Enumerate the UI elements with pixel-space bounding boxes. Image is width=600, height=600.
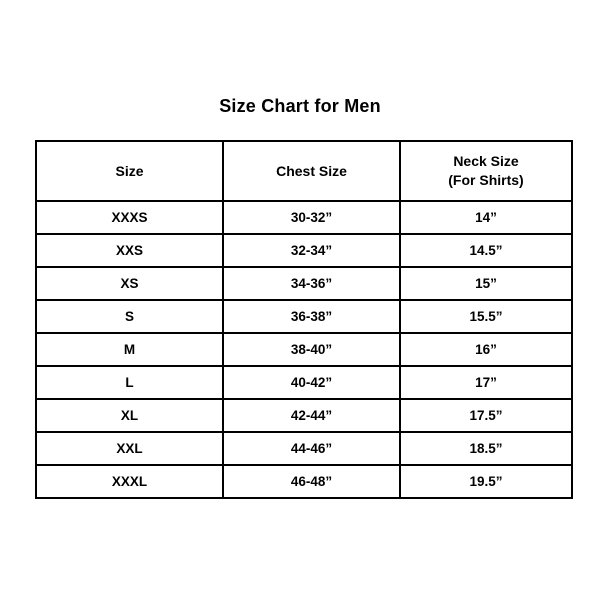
table-row [36, 201, 572, 234]
cell-chest: 40-42” [223, 366, 400, 399]
table-row [36, 432, 572, 465]
cell-chest: 42-44” [223, 399, 400, 432]
table-header [36, 141, 572, 201]
table-row [36, 333, 572, 366]
cell-neck: 14.5” [400, 234, 572, 267]
cell-size: XXS [36, 234, 223, 267]
column-header-neck-sublabel: (For Shirts) [448, 172, 524, 188]
cell-neck: 15” [400, 267, 572, 300]
cell-size: XS [36, 267, 223, 300]
table-row [36, 366, 572, 399]
column-header-chest [223, 141, 400, 201]
cell-size: XL [36, 399, 223, 432]
table-row [36, 267, 572, 300]
cell-chest: 46-48” [223, 465, 400, 498]
column-header-size-label: Size [115, 162, 144, 179]
cell-neck: 17.5” [400, 399, 572, 432]
cell-chest: 38-40” [223, 333, 400, 366]
cell-chest: 32-34” [223, 234, 400, 267]
cell-neck: 16” [400, 333, 572, 366]
size-chart-table [35, 140, 573, 499]
cell-neck: 15.5” [400, 300, 572, 333]
table-row [36, 465, 572, 498]
table-row [36, 234, 572, 267]
cell-size: XXXL [36, 465, 223, 498]
cell-chest: 34-36” [223, 267, 400, 300]
cell-neck: 14” [400, 201, 572, 234]
column-header-size [36, 141, 223, 201]
table-row [36, 300, 572, 333]
page-title: Size Chart for Men [219, 96, 381, 116]
column-header-neck [400, 141, 572, 201]
cell-size: M [36, 333, 223, 366]
cell-chest: 36-38” [223, 300, 400, 333]
cell-neck: 18.5” [400, 432, 572, 465]
cell-size: XXL [36, 432, 223, 465]
cell-size: XXXS [36, 201, 223, 234]
cell-neck: 19.5” [400, 465, 572, 498]
column-header-chest-label: Chest Size [276, 162, 347, 179]
cell-chest: 44-46” [223, 432, 400, 465]
column-header-neck-label: Neck Size [453, 153, 519, 170]
cell-neck: 17” [400, 366, 572, 399]
table-header-row [36, 141, 572, 201]
cell-size: S [36, 300, 223, 333]
table-row [36, 399, 572, 432]
table-body [36, 201, 572, 498]
cell-chest: 30-32” [223, 201, 400, 234]
cell-size: L [36, 366, 223, 399]
